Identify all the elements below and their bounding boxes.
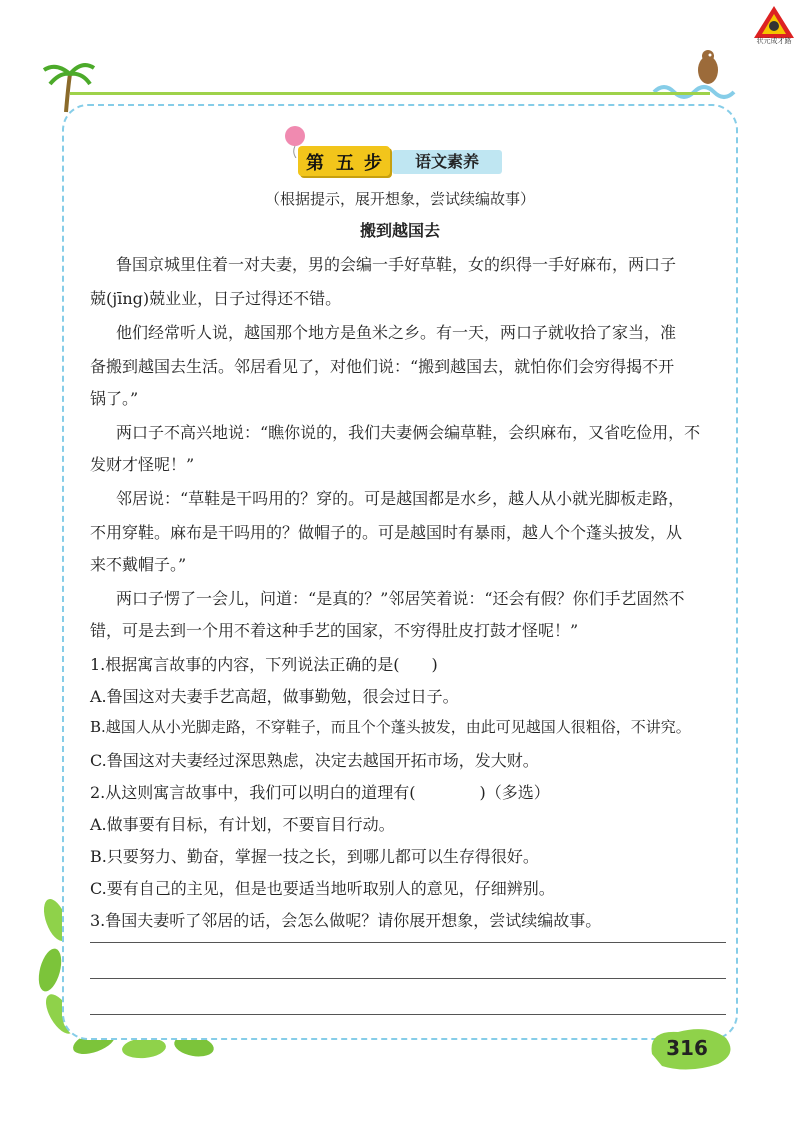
q1-option-a: A.鲁国这对夫妻手艺高超，做事勤勉，很会过日子。 — [90, 687, 459, 706]
question-1: 1.根据寓言故事的内容，下列说法正确的是( ) — [90, 655, 438, 674]
answer-line[interactable] — [90, 942, 726, 943]
story-line: 两口子不高兴地说：“瞧你说的，我们夫妻俩会编草鞋，会织麻布，又省吃俭用，不 — [116, 423, 701, 442]
q2-option-b: B.只要努力、勤奋，掌握一技之长，到哪儿都可以生存得很好。 — [90, 847, 539, 866]
q2-option-c: C.要有自己的主见，但是也要适当地听取别人的意见，仔细辨别。 — [90, 879, 555, 898]
top-divider — [70, 92, 710, 95]
story-line: 发财才怪呢！” — [90, 455, 195, 474]
story-line: 来不戴帽子。” — [90, 555, 187, 574]
story-line: 错，可是去到一个用不着这种手艺的国家，不穷得肚皮打鼓才怪呢！” — [90, 621, 579, 640]
step-char-3: 步 — [364, 153, 382, 174]
logo-text: 状元成才路 — [756, 37, 792, 45]
story-line: 备搬到越国去生活。邻居看见了，对他们说：“搬到越国去，就怕你们会穷得揭不开 — [90, 357, 675, 376]
answer-line[interactable] — [90, 1014, 726, 1015]
story-line: 邻居说：“草鞋是干吗用的？穿的。可是越国都是水乡，越人从小就光脚板走路， — [116, 489, 685, 508]
story-line: 兢(jīng)兢业业，日子过得还不错。 — [90, 289, 342, 308]
instruction-hint: （根据提示，展开想象，尝试续编故事） — [264, 190, 535, 208]
story-line: 鲁国京城里住着一对夫妻，男的会编一手好草鞋，女的织得一手好麻布，两口子 — [116, 255, 677, 274]
q2-option-a: A.做事要有目标，有计划，不要盲目行动。 — [90, 815, 395, 834]
story-line: 锅了。” — [90, 389, 139, 408]
page-number: 316 — [666, 1036, 708, 1060]
bird-wave-icon — [650, 46, 740, 106]
step-char-2: 五 — [336, 153, 354, 174]
story-line: 不用穿鞋。麻布是干吗用的？做帽子的。可是越国时有暴雨，越人个个蓬头披发，从 — [90, 523, 683, 542]
step-char-1: 第 — [306, 153, 324, 174]
step-badge — [298, 146, 390, 176]
section-title: 语文素养 — [392, 150, 502, 174]
story-line: 两口子愣了一会儿，问道：“是真的？”邻居笑着说：“还会有假？你们手艺固然不 — [116, 589, 685, 608]
q1-option-b: B.越国人从小光脚走路，不穿鞋子，而且个个蓬头披发，由此可见越国人很粗俗，不讲究。 — [90, 718, 691, 736]
question-3: 3.鲁国夫妻听了邻居的话，会怎么做呢？请你展开想象，尝试续编故事。 — [90, 911, 602, 930]
story-title: 搬到越国去 — [359, 221, 440, 240]
section-header — [288, 124, 518, 182]
question-2: 2.从这则寓言故事中，我们可以明白的道理有( )（多选） — [90, 783, 550, 802]
answer-line[interactable] — [90, 978, 726, 979]
story-line: 他们经常听人说，越国那个地方是鱼米之乡。有一天，两口子就收拾了家当，准 — [116, 323, 677, 342]
q1-option-c: C.鲁国这对夫妻经过深思熟虑，决定去越国开拓市场，发大财。 — [90, 751, 539, 770]
